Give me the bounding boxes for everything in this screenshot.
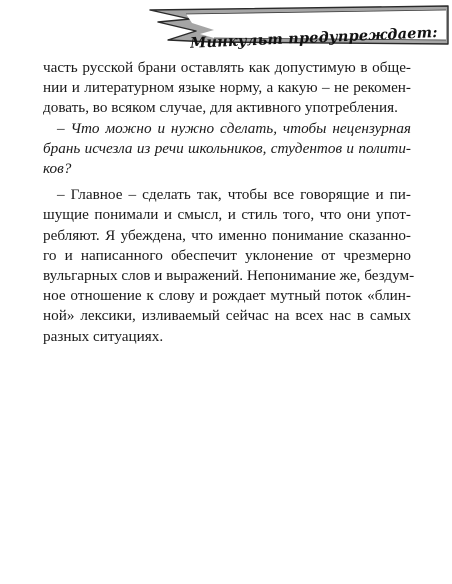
text-line: довать, во всяком случае, для активного употребления. (43, 99, 398, 117)
text-line: вульгарных слов и выражений. Непонимание же, бездум- (43, 267, 415, 285)
text-line: ребляют. Я убеждена, что именно понимание сказанно- (43, 226, 411, 244)
text-line: ков? (43, 160, 72, 178)
text-line: часть русской брани оставлять как допустимую в обще- (43, 59, 411, 76)
text-line: нии и литературном языке норму, а какую – не рекомен- (43, 79, 411, 97)
text-line: разных ситуациях. (43, 327, 164, 345)
running-header (0, 0, 452, 60)
interview-question (43, 119, 411, 180)
text-line: шущие понимали и смысл, и стиль того, что они упот- (43, 206, 411, 224)
page-body (43, 58, 415, 347)
text-line: – Главное – сделать так, чтобы все говорящие и пи- (57, 186, 411, 204)
interview-answer (43, 185, 415, 347)
text-line: – Что можно и нужно сделать, чтобы нецензурная (57, 119, 411, 137)
text-line: ное отношение к слову и рождает мутный поток «блин- (43, 287, 411, 305)
header-title: Минкульт предупреждает: (190, 24, 439, 52)
text-line: ной» лексики, изливаемый сейчас на всех нас в самых (43, 307, 411, 325)
text-line: го и написанного обеспечит уклонение от чрезмерно (43, 246, 411, 264)
paragraph-continuation (43, 58, 411, 119)
text-line: брань исчезла из речи школьников, студентов и полити- (43, 139, 411, 157)
